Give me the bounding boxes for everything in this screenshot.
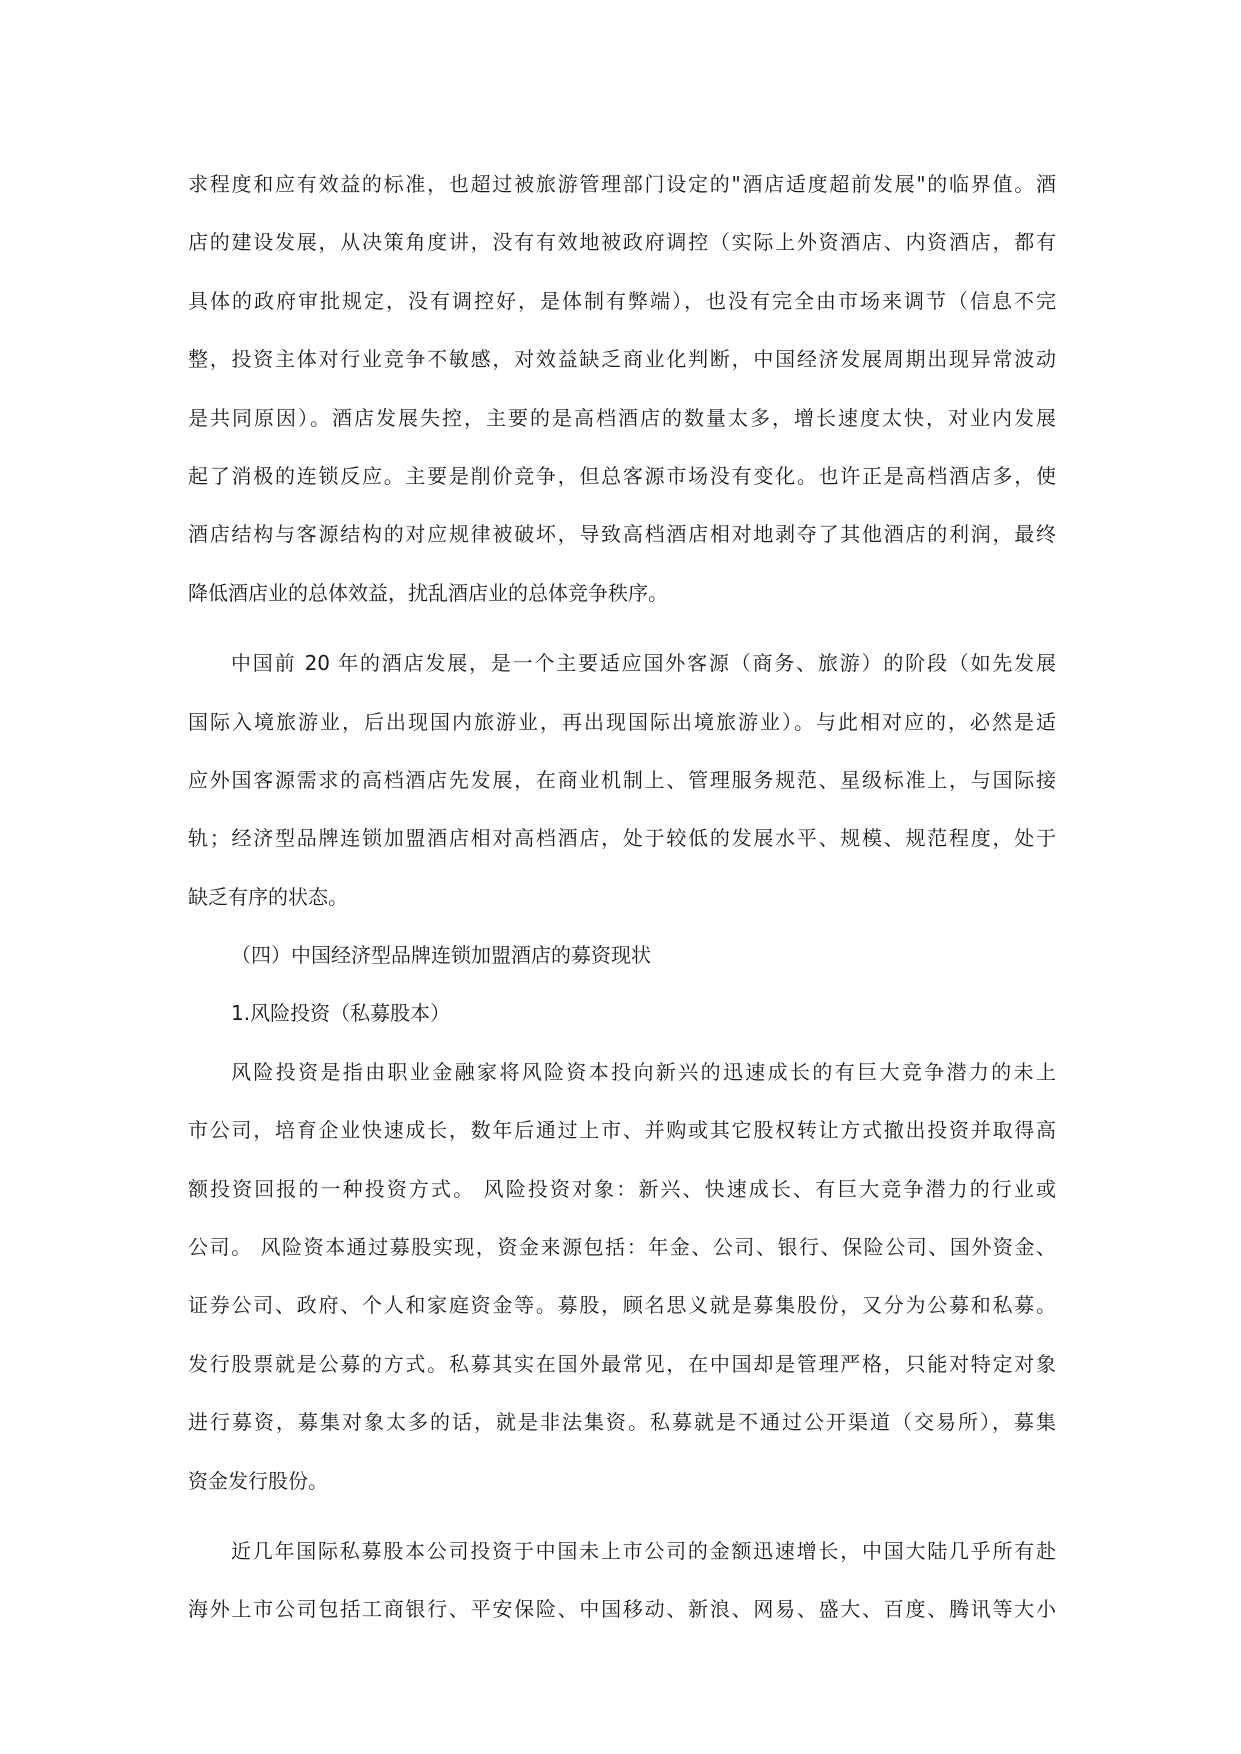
text-line: 风险投资是指由职业金融家将风险资本投向新兴的迅速成长的有巨大竞争潜力的未上 [231, 1059, 1056, 1084]
text-line: 缺乏有序的状态。 [188, 884, 348, 909]
text-line: 进行募资，募集对象太多的话，就是非法集资。私募就是不通过公开渠道（交易所），募集 [188, 1410, 1056, 1435]
paragraph [188, 1043, 1056, 1510]
text-line: 是共同原因）。酒店发展失控，主要的是高档酒店的数量太多，增长速度太快，对业内发展 [188, 405, 1056, 430]
text-line: 轨；经济型品牌连锁加盟酒店相对高档酒店，处于较低的发展水平、规模、规范程度，处于 [188, 826, 1056, 851]
section-heading: （四）中国经济型品牌连锁加盟酒店的募资现状 [231, 943, 651, 968]
text-line: 近几年国际私募股本公司投资于中国未上市公司的金额迅速增长，中国大陆几乎所有赴 [231, 1538, 1056, 1563]
text-line: 国际入境旅游业，后出现国内旅游业，再出现国际出境旅游业）。与此相对应的，必然是适 [188, 709, 1056, 734]
text-line: 中国前 20 年的酒店发展，是一个主要适应国外客源（商务、旅游）的阶段（如先发展 [231, 651, 1056, 676]
text-line: 整，投资主体对行业竞争不敏感，对效益缺乏商业化判断，中国经济发展周期出现异常波动 [188, 347, 1056, 372]
text-line: 公司。 风险资本通过募股实现，资金来源包括：年金、公司、银行、保险公司、国外资金、 [188, 1235, 1056, 1260]
paragraph [188, 1522, 1056, 1639]
subsection-heading: 1.风险投资（私募股本） [231, 1001, 451, 1026]
text-line: 证券公司、政府、个人和家庭资金等。募股，顾名思义就是募集股份，又分为公募和私募。 [188, 1293, 1056, 1318]
text-line: 额投资回报的一种投资方式。 风险投资对象：新兴、快速成长、有巨大竞争潜力的行业或 [188, 1176, 1056, 1201]
text-line: 降低酒店业的总体效益，扰乱酒店业的总体竞争秩序。 [188, 580, 668, 605]
text-line: 酒店结构与客源结构的对应规律被破坏，导致高档酒店相对地剥夺了其他酒店的利润，最终 [188, 522, 1056, 547]
text-line: 资金发行股份。 [188, 1468, 328, 1493]
text-line: 市公司，培育企业快速成长，数年后通过上市、并购或其它股权转让方式撤出投资并取得高 [188, 1118, 1056, 1143]
paragraph [188, 155, 1056, 622]
text-line: 应外国客源需求的高档酒店先发展，在商业机制上、管理服务规范、星级标准上，与国际接 [188, 767, 1056, 792]
text-line: 求程度和应有效益的标准，也超过被旅游管理部门设定的"酒店适度超前发展"的临界值。酒 [188, 172, 1056, 196]
text-line: 店的建设发展，从决策角度讲，没有有效地被政府调控（实际上外资酒店、内资酒店，都有 [188, 230, 1056, 255]
text-line: 起了消极的连锁反应。主要是削价竞争，但总客源市场没有变化。也许正是高档酒店多，使 [188, 463, 1056, 488]
paragraph [188, 634, 1056, 926]
text-line: 具体的政府审批规定，没有调控好，是体制有弊端），也没有完全由市场来调节（信息不完 [188, 288, 1056, 313]
text-line: 海外上市公司包括工商银行、平安保险、中国移动、新浪、网易、盛大、百度、腾讯等大小 [188, 1597, 1056, 1622]
document-body [188, 155, 1056, 1639]
text-line: 发行股票就是公募的方式。私募其实在国外最常见，在中国却是管理严格，只能对特定对象 [188, 1351, 1056, 1376]
